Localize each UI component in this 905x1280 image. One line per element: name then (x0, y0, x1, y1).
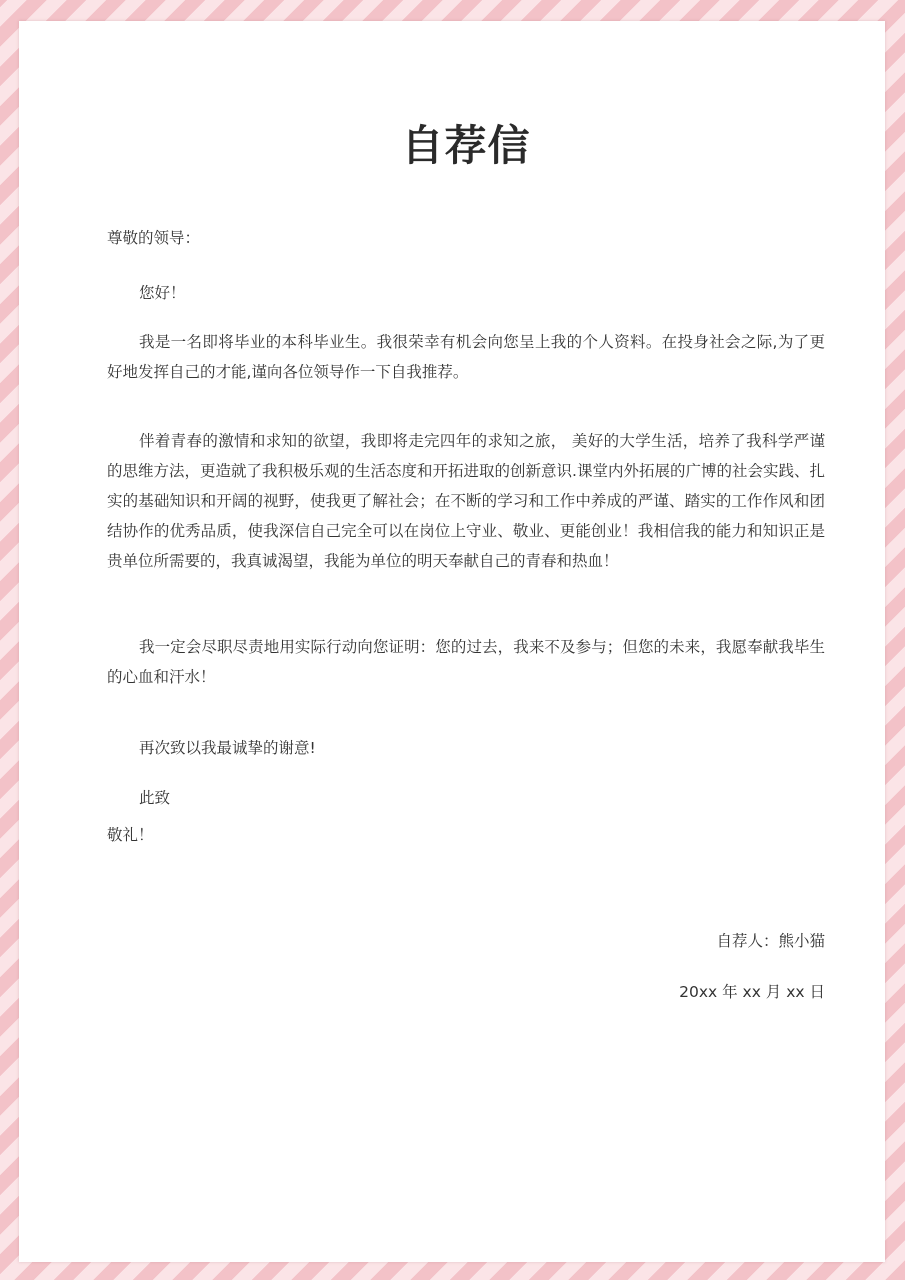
greeting: 您好！ (139, 284, 186, 302)
salutation: 尊敬的领导： (107, 229, 201, 247)
body-paragraph-1: 我是一名即将毕业的本科毕业生。我很荣幸有机会向您呈上我的个人资料。在投身社会之际,为了更好地发挥自己的才能,谨向各位领导作一下自我推荐。 (107, 333, 825, 381)
body-paragraph-3: 我一定会尽职尽责地用实际行动向您证明：您的过去，我来不及参与；但您的未来，我愿奉献我毕生的心血和汗水！ (107, 638, 825, 686)
date-line: 20xx 年 xx 月 xx 日 (679, 983, 825, 1001)
closing-line-2: 敬礼！ (107, 826, 154, 844)
letter-title: 自荐信 (401, 121, 531, 170)
letter-paper (19, 21, 885, 1262)
thanks-line: 再次致以我最诚挚的谢意! (139, 739, 316, 757)
body-paragraph-2: 伴着青春的激情和求知的欲望，我即将走完四年的求知之旅， 美好的大学生活，培养了我科学严谨的思维方法，更造就了我积极乐观的生活态度和开拓进取的创新意识.课堂内外拓展的广博的社会实践、扎实的基础知识和开阔的视野，使我更了解社会；在不断的学习和工作中养成的严谨、踏实的工作作风和团结协作的优秀品质，使我深信自己完全可以在岗位上守业、敬业、更能创业！我相信我的能力和知识正是贵单位所需要的，我真诚渴望，我能为单位的明天奉献自己的青春和热血！ (107, 432, 825, 570)
closing-line-1: 此致 (139, 789, 171, 807)
signer-line: 自荐人：熊小猫 (716, 932, 825, 950)
